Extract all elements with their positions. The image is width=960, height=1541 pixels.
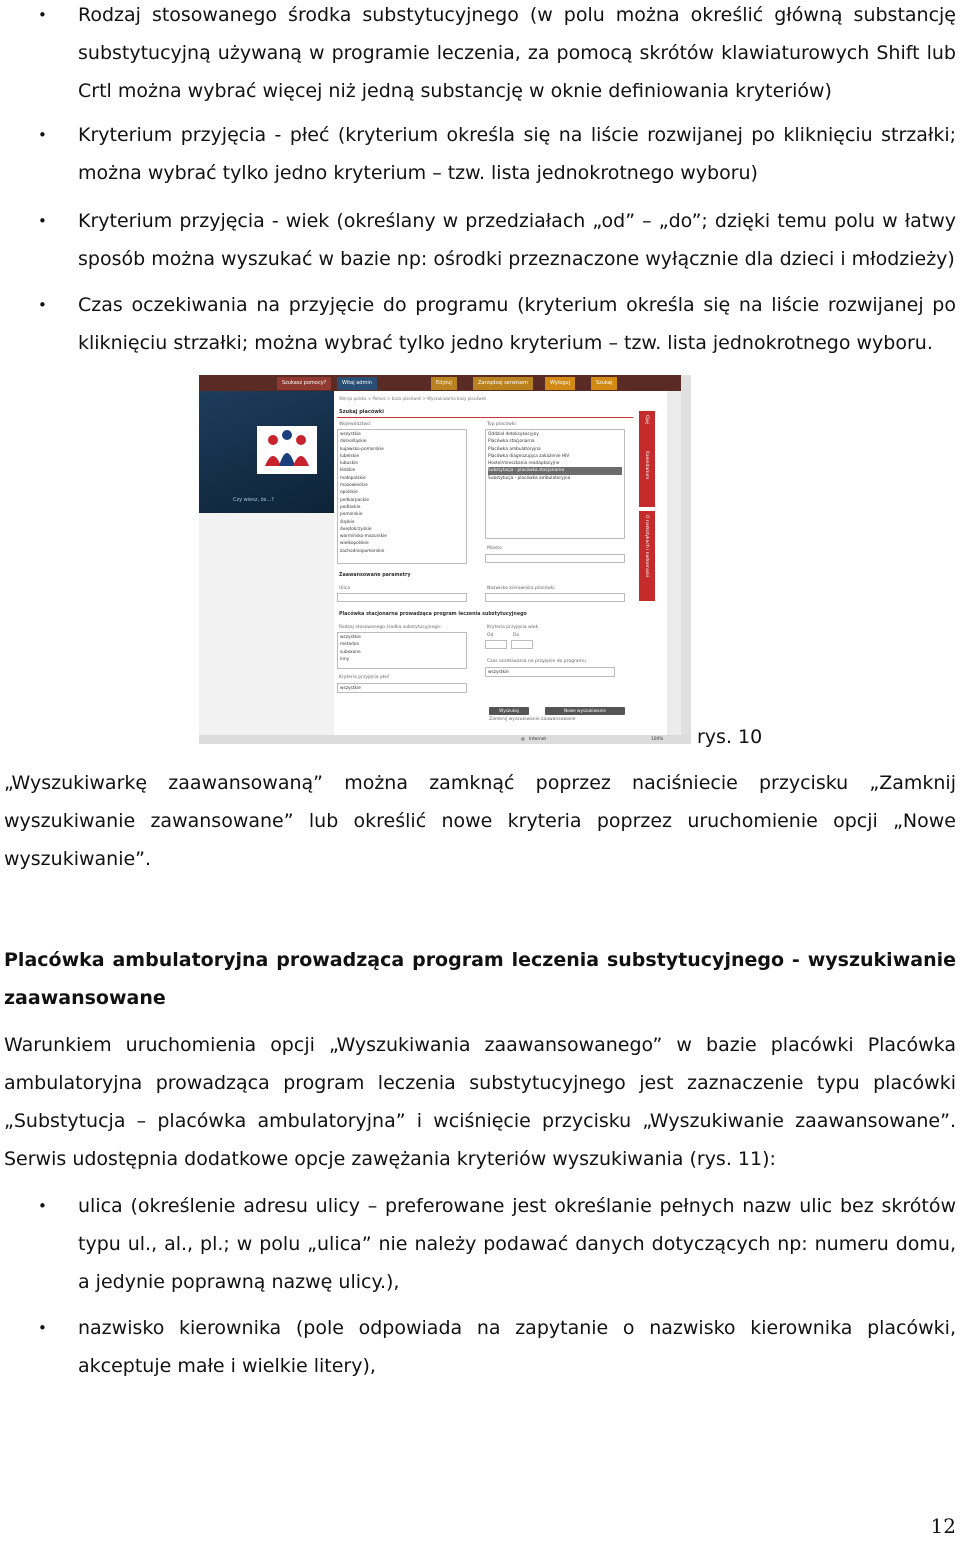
list-option[interactable]: małopolskie (340, 475, 366, 481)
manager-label: Nazwisko kierownika placówki (487, 586, 555, 591)
status-bar (199, 735, 691, 744)
advanced-params-title: Zaawansowane parametry (339, 573, 411, 578)
gender-label: Kryteria przyjęcia płeć (339, 675, 390, 680)
bullet-gender: • Kryterium przyjęcia - płeć (kryterium określa się na liście rozwijanej po kliknięciu strzałki; można wybrać tylko jedno kryterium – tzw. lista jednokrotnego wyboru) (78, 116, 956, 192)
list-option[interactable]: wszystkie (340, 432, 361, 437)
list-option[interactable]: dolnośląskie (340, 439, 367, 445)
logo-icon (257, 426, 317, 474)
list-option[interactable]: podlaskie (340, 504, 361, 510)
zoom-level: 100% (651, 737, 664, 742)
wait-label: Czas oczekiwania na przyjęcie do programu (487, 659, 586, 664)
figure-caption: rys. 10 (697, 726, 763, 748)
list-option[interactable]: wszystkie (340, 635, 361, 640)
list-option[interactable]: świętokrzyskie (340, 526, 372, 532)
list-option[interactable]: Hostel/mieszkania readaptacyjne (488, 461, 560, 467)
intro-paragraph: Warunkiem uruchomienia opcji „Wyszukiwania zaawansowanego” w bazie placówki Placówka ambulatoryjna prowadząca program leczenia substytucyjnego jest zaznaczenie typu placówki „Substytucja – placówka ambulatoryjna” i wciśnięcie przycisku „Wyszukiwanie zaawansowane”. Serwis udostępnia dodatkowe opcje zawężania kryteriów wyszukiwania (rys. 11): (4, 1034, 956, 1170)
street-label: Ulica (339, 586, 351, 591)
list-option[interactable]: lubuskie (340, 461, 358, 467)
facility-type-list[interactable] (485, 429, 625, 539)
age-to-label: Do (513, 633, 520, 638)
bullet-age: • Kryterium przyjęcia - wiek (określany w przedziałach „od” – „do”; dzięki temu polu w łatwy sposób można wyszukać w bazie np: ośrodki przeznaczone wyłącznie dla dzieci i młodzieży) (78, 202, 956, 278)
list-option[interactable]: metadon (340, 642, 360, 648)
scrollbar[interactable] (681, 375, 691, 735)
page-number: 12 (930, 1514, 956, 1538)
nav-tab-search: Szukaj (591, 377, 617, 390)
bullet-street: • ulica (określenie adresu ulicy – preferowane jest określanie pełnych nazw ulic bez skrótów typu ul., al., pl.; w polu „ulica” nie należy podawać danych dotyczących np: numeru domu, a jedynie poprawną nazwę ulicy.), (78, 1187, 956, 1301)
hero-banner (199, 391, 334, 513)
list-option[interactable]: Placówka stacjonarna (488, 439, 535, 445)
list-option[interactable]: pomorskie (340, 512, 363, 518)
list-option[interactable]: suboxone (340, 649, 361, 655)
list-option[interactable]: opolskie (340, 490, 358, 496)
list-option[interactable]: śląskie (340, 519, 355, 525)
list-option[interactable]: Placówka ambulatoryjna (488, 446, 541, 452)
age-from-input[interactable] (485, 640, 507, 649)
age-to-input[interactable] (511, 640, 533, 649)
list-option[interactable]: Substytucja - placówka stacjonarna (488, 467, 622, 474)
gender-select[interactable] (337, 683, 467, 693)
substance-list[interactable] (337, 632, 467, 669)
breadcrumb: Wersja polska > Pomoc > baza placówek > Wyszukiwarka bazy placówek (339, 396, 487, 401)
globe-icon: ◍ (521, 737, 525, 742)
wait-select[interactable] (485, 667, 615, 677)
bullet-manager: • nazwisko kierownika (pole odpowiada na zapytanie o nazwisko kierownika placówki, akceptuje małe i wielkie litery), (78, 1309, 956, 1385)
manager-input[interactable] (485, 593, 625, 602)
type-label: Typ placówki: (487, 422, 518, 427)
bullet-substance: • Rodzaj stosowanego środka substytucyjnego (w polu można określić główną substancję substytucyjną używaną w programie leczenia, za pomocą skrótów klawiaturowych Shift lub Crtl można wybrać więcej niż jedną substancję w oknie definiowania kryteriów) (78, 0, 956, 110)
nav-tab-help: Szukasz pomocy? (277, 377, 331, 390)
list-option[interactable]: wielkopolskie (340, 541, 369, 547)
age-label: Kryteria przyjęcia wiek (487, 625, 539, 630)
side-tab-ojej[interactable]: Ojej (639, 411, 655, 473)
list-option[interactable]: zachodniopomorskie (340, 548, 385, 554)
gender-value: wszystkie (340, 686, 361, 691)
page-margin (667, 391, 681, 735)
city-input[interactable] (485, 554, 625, 563)
list-option[interactable]: Placówka diagnozująca zakażenie HIV (488, 453, 570, 459)
nav-tab-edit: Edytuj (431, 377, 457, 390)
search-section-title: Szukaj placówki (339, 409, 384, 415)
closing-paragraph: „Wyszukiwarkę zaawansowaną” można zamknąć poprzez naciśniecie przycisku „Zamknij wyszukiwanie zawansowane” lub określić nowe kryteria poprzez uruchomienie opcji „Nowe wyszukiwanie”. (4, 772, 956, 870)
close-advanced-link[interactable]: Zamknij wyszukiwanie zaawansowane (489, 717, 576, 722)
side-tab-calendar[interactable]: Kalendarium (639, 447, 655, 507)
list-option[interactable]: mazowieckie (340, 483, 368, 489)
wait-value: wszystkie (488, 670, 509, 675)
voivodeship-list[interactable] (337, 429, 467, 564)
list-option[interactable]: podkarpackie (340, 497, 369, 503)
bullet-waiting-time: • Czas oczekiwania na przyjęcie do programu (kryterium określa się na liście rozwijanej po kliknięciu strzałki; można wybrać tylko jedno kryterium – tzw. lista jednokrotnego wyboru. (78, 286, 956, 362)
new-search-button[interactable]: Nowe wyszukiwanie (545, 707, 625, 715)
hero-caption: Czy wiesz, że...? (233, 497, 274, 503)
list-option[interactable]: kujawsko-pomorskie (340, 446, 384, 452)
substance-label: Rodzaj stosowanego środka substytucyjnego: (339, 625, 442, 630)
nav-tab-manage: Zarządzaj serwisem (473, 377, 533, 390)
voivodeship-label: Województwo: (339, 422, 372, 427)
side-tab-drugs[interactable]: O narkotykach i narkomanii (639, 511, 655, 601)
street-input[interactable] (337, 593, 467, 602)
nav-tab-logout: Wyloguj (545, 377, 575, 390)
list-option[interactable]: inny (340, 656, 350, 662)
age-from-label: Od (487, 633, 494, 638)
list-option[interactable]: łódzkie (340, 468, 356, 474)
nav-tab-welcome: Witaj admin (337, 377, 377, 390)
search-button[interactable]: Wyszukaj (489, 707, 529, 715)
city-label: Miasto (487, 546, 502, 551)
list-option[interactable]: warmińsko-mazurskie (340, 534, 387, 540)
list-option[interactable]: Oddział detoksykacyjny (488, 432, 539, 437)
section-heading: Placówka ambulatoryjna prowadząca program leczenia substytucyjnego - wyszukiwanie zaawansowane (4, 949, 956, 1009)
divider (337, 417, 633, 418)
status-zone: Internet (529, 737, 547, 742)
stationary-subsection-title: Placówka stacjonarna prowadząca program leczenia substytucyjnego (339, 612, 527, 617)
list-option[interactable]: Substytucja - placówka ambulatoryjna (488, 475, 571, 481)
search-form-screenshot (199, 375, 691, 744)
list-option[interactable]: lubelskie (340, 453, 360, 459)
